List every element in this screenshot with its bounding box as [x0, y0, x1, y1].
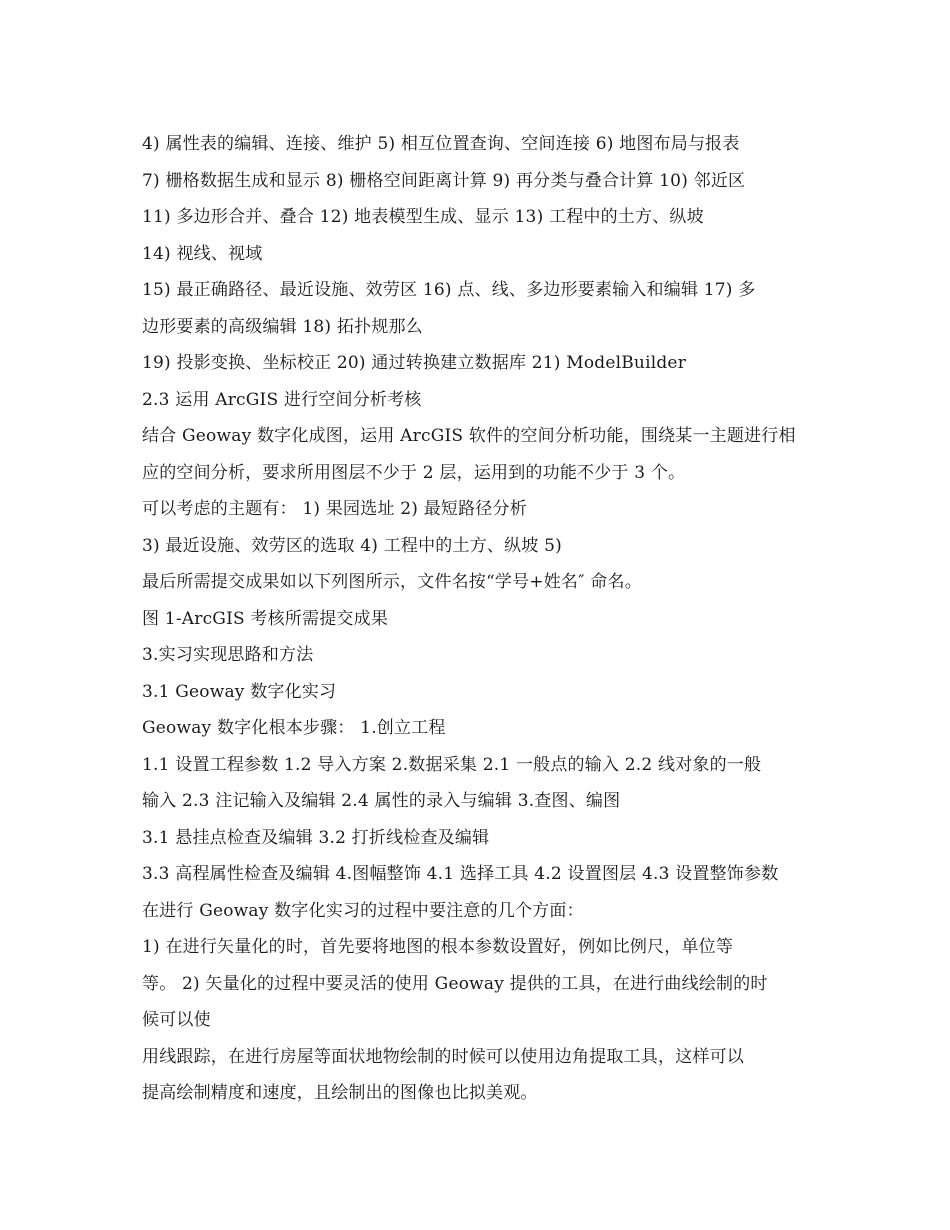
- text-line: 19) 投影变换、坐标校正 20) 通过转换建立数据库 21) ModelBuilder: [142, 353, 687, 373]
- text-line: Geoway 数字化根本步骤： 1.创立工程: [142, 718, 446, 738]
- text-line: 提高绘制精度和速度，且绘制出的图像也比拟美观。: [142, 1083, 538, 1103]
- text-line: 14) 视线、视域: [142, 243, 263, 264]
- section-heading: 2.3 运用 ArcGIS 进行空间分析考核: [142, 389, 422, 410]
- text-line: 结合 Geoway 数字化成图，运用 ArcGIS 软件的空间分析功能，围绕某一主题进行相: [142, 426, 796, 446]
- text-line: 3.1 悬挂点检查及编辑 3.2 打折线检查及编辑: [142, 827, 490, 848]
- text-line: 可以考虑的主题有： 1) 果园选址 2) 最短路径分析: [142, 499, 527, 519]
- text-line: 1.1 设置工程参数 1.2 导入方案 2.数据采集 2.1 一般点的输入 2.2 线对象的一般: [142, 754, 762, 775]
- text-line: 在进行 Geoway 数字化实习的过程中要注意的几个方面：: [142, 900, 584, 921]
- section-heading: 3.实习实现思路和方法: [142, 645, 314, 665]
- text-line: 3.3 高程属性检查及编辑 4.图幅整饰 4.1 选择工具 4.2 设置图层 4.3 设置整饰参数: [142, 864, 779, 884]
- figure-caption: 图 1-ArcGIS 考核所需提交成果: [142, 608, 389, 629]
- text-line: 1) 在进行矢量化的时，首先要将地图的根本参数设置好，例如比例尺，单位等: [142, 937, 734, 957]
- text-line: 3) 最近设施、效劳区的选取 4) 工程中的土方、纵坡 5): [142, 535, 562, 556]
- text-line: 11) 多边形合并、叠合 12) 地表模型生成、显示 13) 工程中的土方、纵坡: [142, 207, 704, 227]
- text-line: 7) 栅格数据生成和显示 8) 栅格空间距离计算 9) 再分类与叠合计算 10) 邻近区: [142, 170, 746, 191]
- text-line: 边形要素的高级编辑 18) 拓扑规那么: [142, 316, 423, 337]
- document-body: [142, 126, 822, 1112]
- text-line: 等。 2) 矢量化的过程中要灵活的使用 Geoway 提供的工具，在进行曲线绘制的时: [142, 973, 768, 994]
- text-line: 15) 最正确路径、最近设施、效劳区 16) 点、线、多边形要素输入和编辑 17) 多: [142, 280, 756, 300]
- text-line: 应的空间分析，要求所用图层不少于 2 层，运用到的功能不少于 3 个。: [142, 462, 686, 483]
- text-line: 用线跟踪，在进行房屋等面状地物绘制的时候可以使用边角提取工具，这样可以: [142, 1046, 744, 1067]
- text-line: 输入 2.3 注记输入及编辑 2.4 属性的录入与编辑 3.查图、编图: [142, 791, 621, 811]
- text-line: 4) 属性表的编辑、连接、维护 5) 相互位置查询、空间连接 6) 地图布局与报表: [142, 134, 740, 154]
- section-heading: 3.1 Geoway 数字化实习: [142, 681, 337, 702]
- text-line: 最后所需提交成果如以下列图所示，文件名按“学号+姓名″ 命名。: [142, 572, 642, 592]
- text-line: 候可以使: [142, 1010, 211, 1030]
